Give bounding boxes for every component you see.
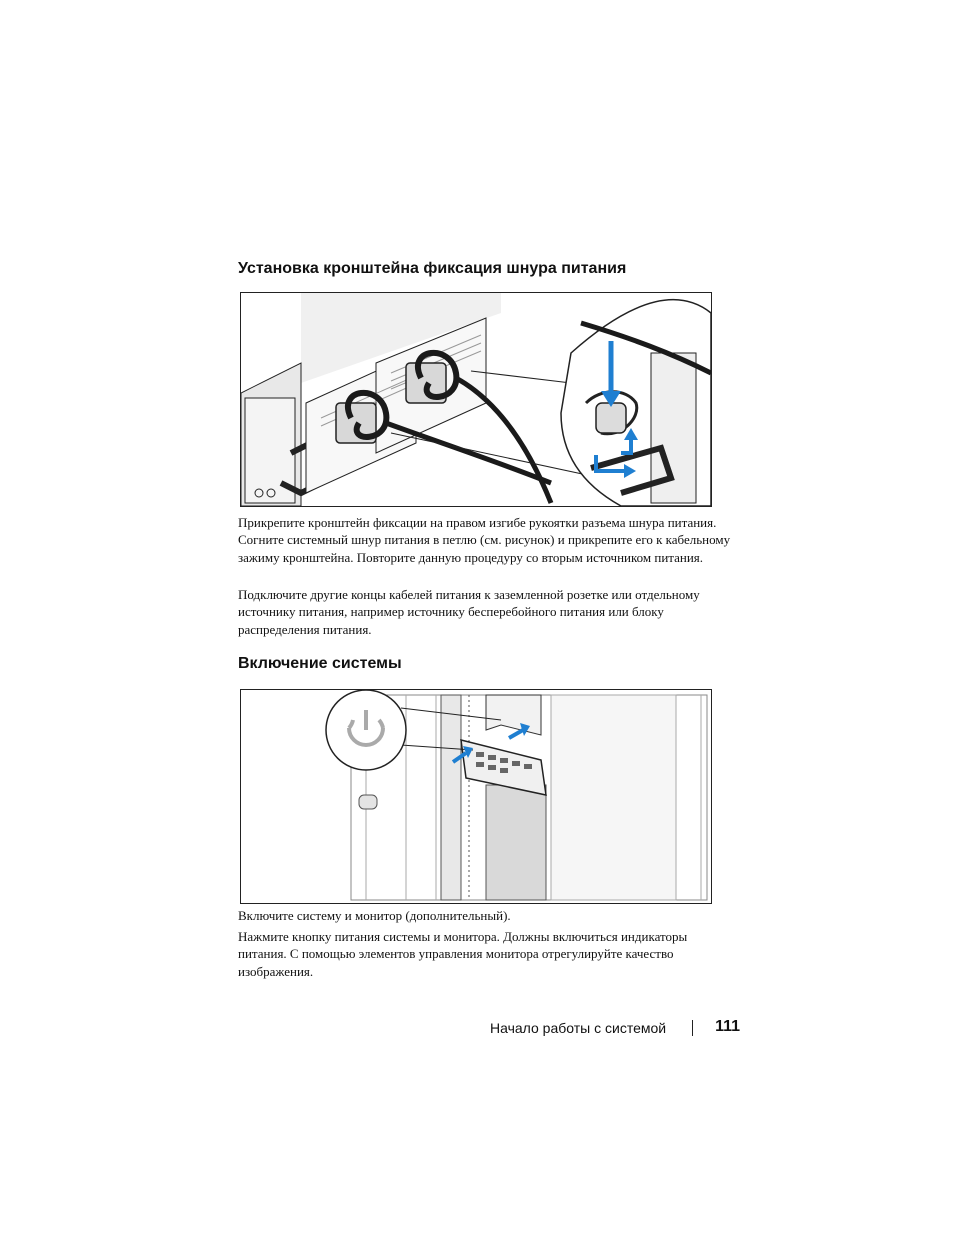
section-heading-cable-bracket: Установка кронштейна фиксация шнура питания [238,260,627,277]
page-footer [490,1018,740,1040]
footer-chapter-title: Начало работы с системой [490,1020,667,1036]
paragraph-connect-power: Подключите другие концы кабелей питания к заземленной розетке или отдельному источнику питания, например источнику бесперебойного питания или блоку распределения питания. [238,587,700,637]
section-heading-power-on: Включение системы [238,655,402,672]
page-number: 111 [715,1018,740,1035]
paragraph-attach-bracket: Прикрепите кронштейн фиксации на правом изгибе рукоятки разъема шнура питания. Согните системный шнур питания в петлю (см. рисунок) и прикрепите его к кабельному зажиму кронштейна. Повторите данную процедуру со вторым источником питания. [238,515,731,565]
footer-separator [692,1020,693,1036]
figure-power-on-system [240,689,712,904]
paragraph-press-power: Нажмите кнопку питания системы и монитора. Должны включиться индикаторы питания. С помощью элементов управления монитора отрегулируйте качество изображения. [238,929,688,979]
paragraph-turn-on: Включите систему и монитор (дополнительный). [238,908,511,923]
figure-power-cable-bracket [240,292,712,507]
